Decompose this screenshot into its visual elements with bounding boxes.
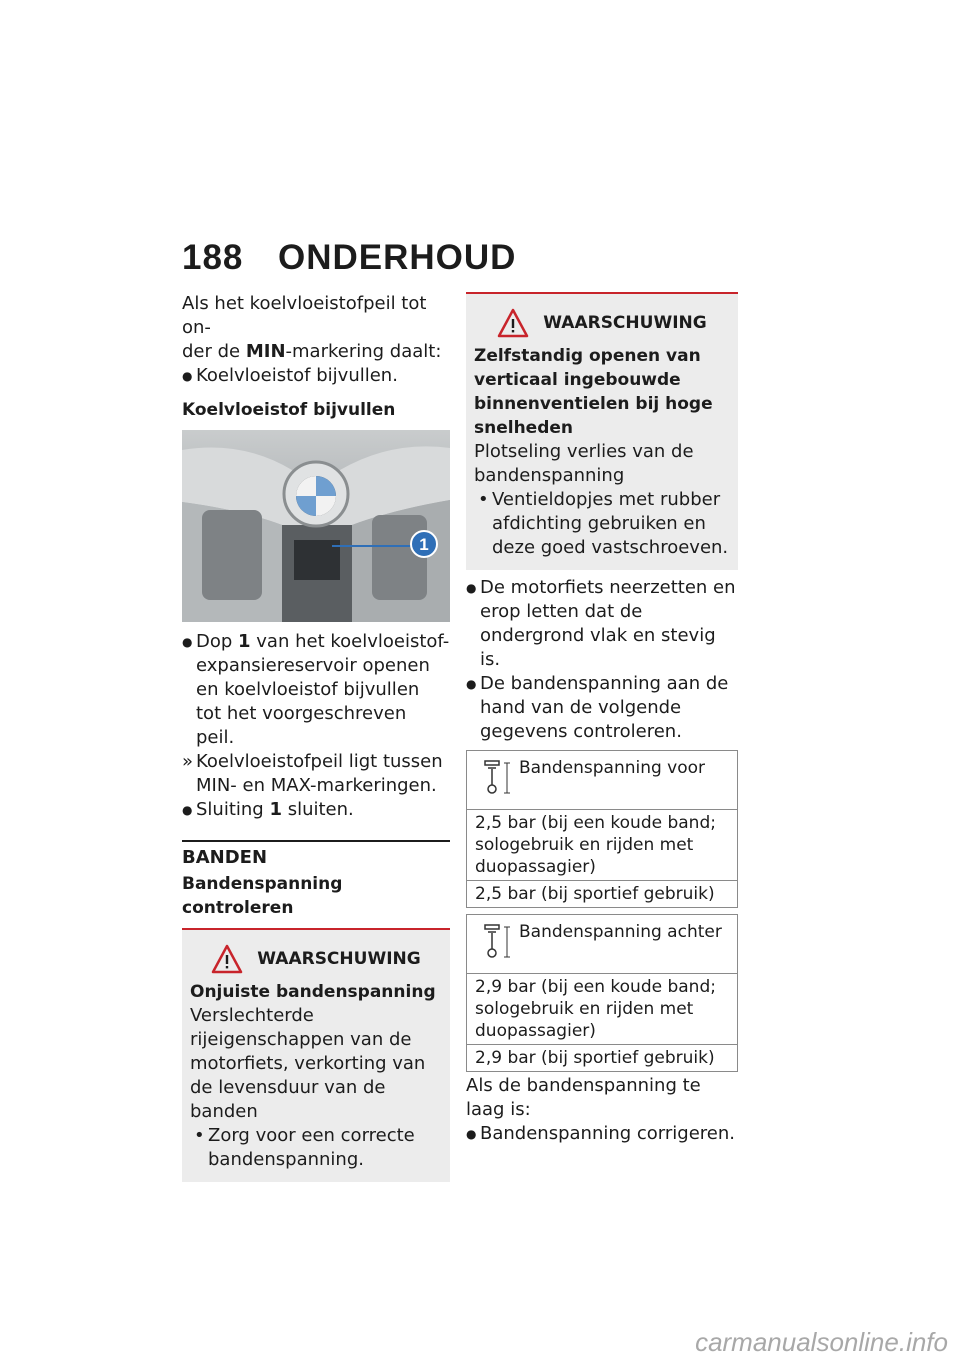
front-pressure-header [467,751,738,810]
warning-cause: Onjuiste bandenspanning [190,982,436,1002]
rear-pressure-cold: 2,9 bar (bij een koude band; sologebruik en rijden met duopassagier) [467,974,738,1045]
low-pressure-text: Als de bandenspanning te laag is: [466,1075,701,1120]
subhead-pressure: Bandenspanning controleren [182,874,343,918]
warning-action: • Zorg voor een correcte bandenspanning. [190,1124,442,1172]
warning-cause: Zelfstandig openen van verticaal ingebouwde binnenventielen bij hoge snelheden [474,346,713,438]
tire-gauge-icon [483,923,511,959]
watermark: carmanualsonline.info [695,1327,948,1357]
front-pressure-table [466,750,738,908]
tire-gauge-icon [483,759,511,795]
subhead-fill: Koelvloeistof bijvullen [182,400,396,420]
low-pressure-bullet: ● Bandenspanning corrigeren. [466,1122,738,1146]
chapter-title: ONDERHOUD [278,238,517,277]
photo-callout: 1 [419,535,429,554]
front-pressure-cold: 2,5 bar (bij een koude band; sologebruik en rijden met duopassagier) [467,810,738,881]
warning-box-valve [466,292,738,570]
front-pressure-sport: 2,5 bar (bij sportief gebruik) [467,881,738,908]
section-tires [182,840,450,920]
warning-title: WAARSCHUWING [257,949,421,969]
warning-box-pressure [182,928,450,1182]
rear-pressure-label: Bandenspanning achter [519,922,722,942]
front-pressure-label: Bandenspanning voor [519,758,706,778]
coolant-reservoir-photo [182,430,450,622]
warning-consequence: Plotseling verlies van de bandenspanning [474,441,694,486]
warning-icon [211,944,243,974]
page-number: 188 [182,238,244,277]
step-park: ● De motorfiets neerzetten en erop letten dat de ondergrond vlak en stevig is. [466,576,738,672]
rear-pressure-header [467,915,738,974]
intro-text: Als het koelvloeistofpeil tot on- der de MIN-markering daalt: [182,293,442,362]
warning-action: • Ventieldopjes met rubber afdichting gebruiken en deze goed vastschroeven. [474,488,730,560]
warning-title: WAARSCHUWING [543,313,707,333]
step-open-cap: ● Dop 1 van het koelvloeistof-expansiereservoir openen en koelvloeistof bijvullen tot het voorgeschreven peil. [182,630,450,750]
left-column [182,292,450,1182]
rear-pressure-table [466,914,738,1072]
intro-bullet: ● Koelvloeistof bijvullen. [182,364,450,388]
warning-icon [497,308,529,338]
right-column [466,292,738,1146]
warning-consequence: Verslechterde rijeigenschappen van de motorfiets, verkorting van de levensduur van de banden [190,1005,426,1122]
page-header [182,238,516,278]
photo-illustration [182,430,450,622]
rear-pressure-sport: 2,9 bar (bij sportief gebruik) [467,1045,738,1072]
step-check: ● De bandenspanning aan de hand van de volgende gegevens controleren. [466,672,738,744]
result-level: » Koelvloeistofpeil ligt tussen MIN- en MAX-markeringen. [182,750,450,798]
step-close-cap: ● Sluiting 1 sluiten. [182,798,450,822]
section-title: BANDEN [182,847,268,868]
